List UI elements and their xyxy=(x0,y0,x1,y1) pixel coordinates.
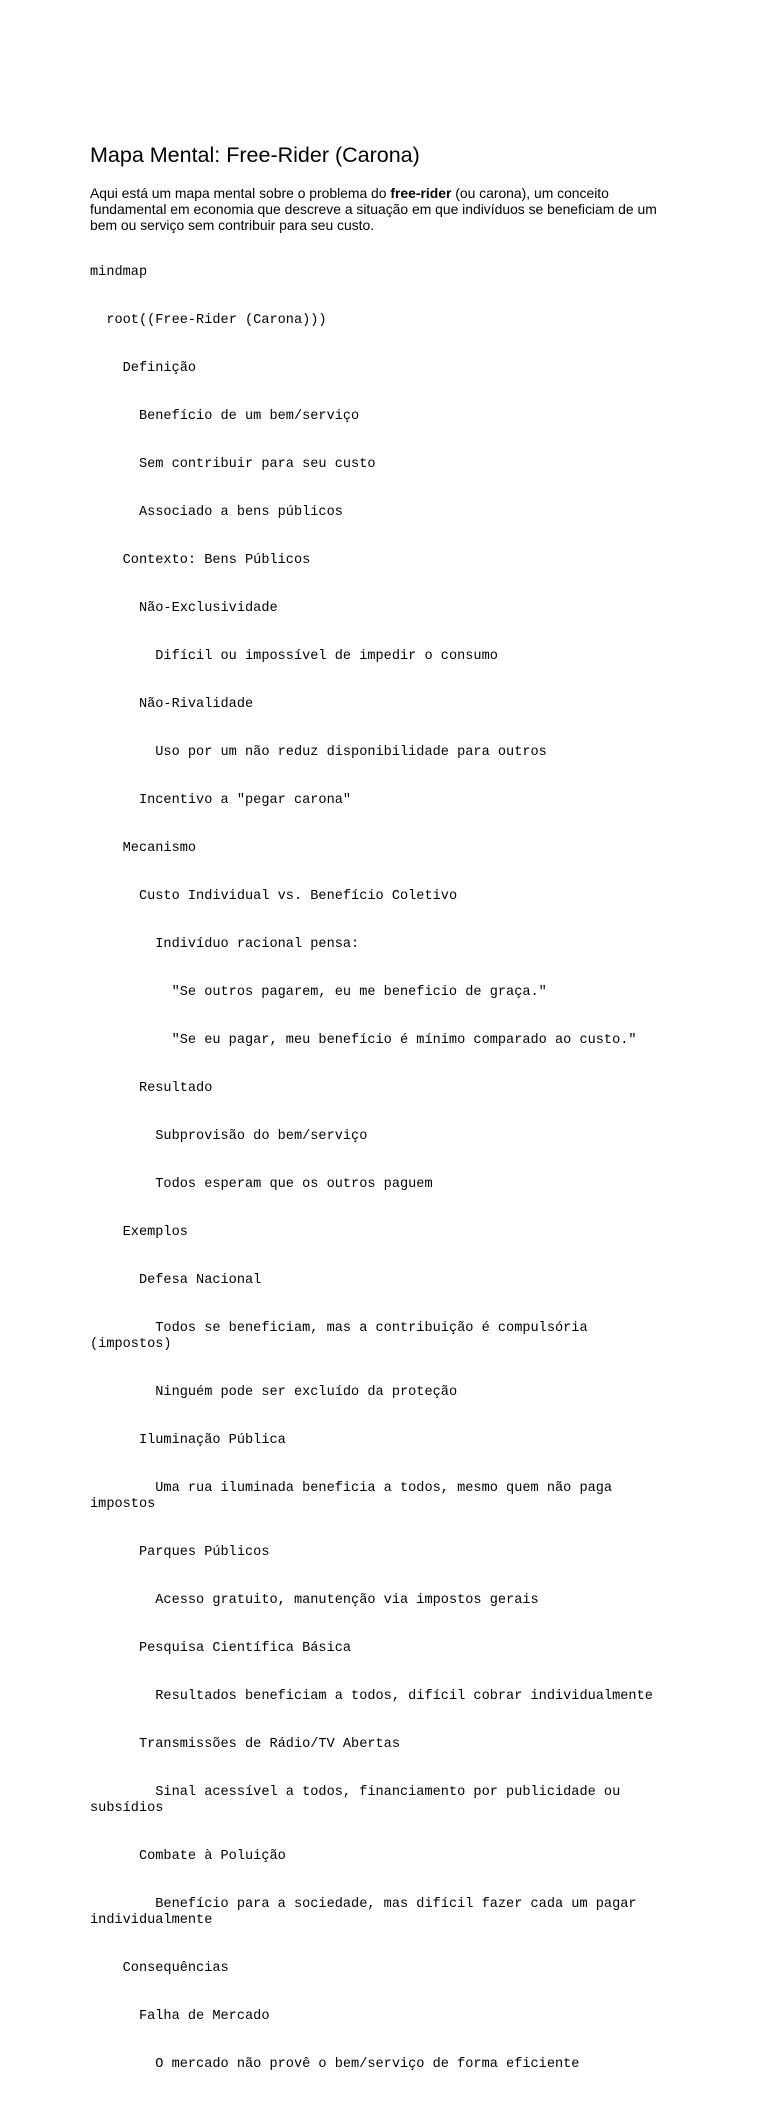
code-line: Mecanismo xyxy=(90,841,197,856)
code-line: Associado a bens públicos xyxy=(90,505,343,520)
code-line: Indivíduo racional pensa: xyxy=(90,937,360,952)
document-title: Mapa Mental: Free-Rider (Carona) xyxy=(90,143,420,167)
code-line: root((Free-Rider (Carona))) xyxy=(90,313,327,328)
intro-text-start: Aqui está um mapa mental sobre o problema do xyxy=(90,185,391,201)
code-line: Falha de Mercado xyxy=(90,2009,270,2024)
code-line: Benefício para a sociedade, mas difícil fazer cada um pagar individualmente xyxy=(90,1897,645,1928)
code-line: Benefício de um bem/serviço xyxy=(90,409,360,424)
code-line: Exemplos xyxy=(90,1225,188,1240)
code-line: O mercado não provê o bem/serviço de forma eficiente xyxy=(90,2057,580,2072)
code-line: Definição xyxy=(90,361,197,376)
code-line: "Se outros pagarem, eu me beneficio de graça." xyxy=(90,985,547,1000)
code-line: Combate à Poluição xyxy=(90,1849,286,1864)
code-line: Resultado xyxy=(90,1081,213,1096)
code-line: "Se eu pagar, meu benefício é mínimo comparado ao custo." xyxy=(90,1033,637,1048)
code-line: Todos esperam que os outros paguem xyxy=(90,1177,433,1192)
code-line: Uma rua iluminada beneficia a todos, mesmo quem não paga impostos xyxy=(90,1481,621,1512)
code-line: Parques Públicos xyxy=(90,1545,270,1560)
code-line: mindmap xyxy=(90,265,148,280)
code-line: Resultados beneficiam a todos, difícil cobrar individualmente xyxy=(90,1689,653,1704)
code-line: Custo Individual vs. Benefício Coletivo xyxy=(90,889,458,904)
code-line: Uso por um não reduz disponibilidade para outros xyxy=(90,745,547,760)
code-line: Difícil ou impossível de impedir o consumo xyxy=(90,649,498,664)
code-line: Contexto: Bens Públicos xyxy=(90,553,311,568)
code-line: Consequências xyxy=(90,1961,229,1976)
code-line: Subprovisão do bem/serviço xyxy=(90,1129,368,1144)
code-line: Não-Exclusividade xyxy=(90,601,278,616)
code-line: Defesa Nacional xyxy=(90,1273,262,1288)
mindmap-code-block xyxy=(90,233,668,2105)
code-line: Incentivo a "pegar carona" xyxy=(90,793,352,808)
code-line: Acesso gratuito, manutenção via impostos gerais xyxy=(90,1593,539,1608)
code-line: Todos se beneficiam, mas a contribuição é compulsória (impostos) xyxy=(90,1321,596,1352)
code-line: Iluminação Pública xyxy=(90,1433,286,1448)
intro-paragraph xyxy=(90,185,680,233)
code-line: Pesquisa Científica Básica xyxy=(90,1641,352,1656)
code-line: Sem contribuir para seu custo xyxy=(90,457,376,472)
intro-text-end: (ou carona), um conceito fundamental em economia que descreve a situação em que indivíduos se beneficiam de um bem ou serviço sem contribuir para seu custo. xyxy=(90,185,657,233)
code-line: Transmissões de Rádio/TV Abertas xyxy=(90,1737,400,1752)
code-line: Sinal acessível a todos, financiamento por publicidade ou subsídios xyxy=(90,1785,629,1816)
code-line: Ninguém pode ser excluído da proteção xyxy=(90,1385,458,1400)
document-page xyxy=(90,141,680,2105)
code-line: Não-Rivalidade xyxy=(90,697,254,712)
intro-bold-term: free-rider xyxy=(390,185,452,201)
